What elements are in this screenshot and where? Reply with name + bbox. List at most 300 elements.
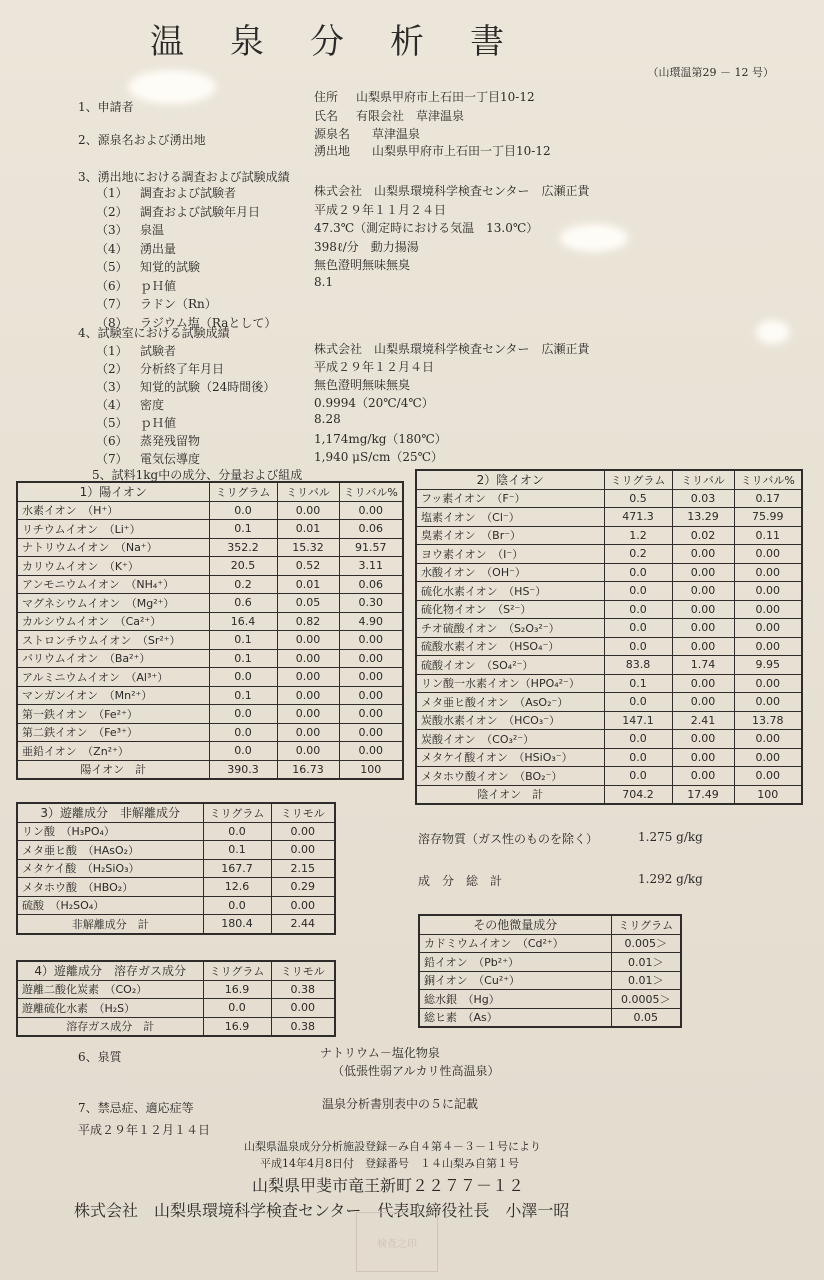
- lab_test-item-value: 無色澄明無味無臭: [314, 378, 411, 392]
- value-cell: 0.00: [277, 668, 339, 687]
- value-cell: 0.00: [271, 822, 335, 841]
- value-cell: 0.00: [734, 637, 802, 656]
- table-row: [17, 557, 403, 576]
- value-cell: 0.0: [203, 822, 271, 841]
- total-value-cell: 180.4: [203, 915, 271, 934]
- site_test-item-value: 株式会社 山梨県環境科学検査センター 広瀬正貴: [314, 184, 590, 198]
- value-cell: 0.0: [209, 723, 277, 742]
- column-header: ミリグラム: [604, 470, 672, 489]
- site_test-item-number: （8）: [96, 315, 128, 330]
- table-row: [17, 705, 403, 724]
- source-name: 草津温泉: [372, 127, 421, 141]
- lab_test-item-value: 1,940 μS/cm（25℃）: [314, 450, 444, 464]
- total-value-cell: 390.3: [209, 760, 277, 779]
- spring-type-label: 6、泉質: [78, 1050, 122, 1064]
- column-header: ミリグラム: [203, 961, 271, 980]
- document-number: （山環温第29 － 12 号）: [647, 66, 774, 79]
- value-cell: 0.30: [339, 594, 403, 613]
- value-cell: 0.00: [271, 841, 335, 860]
- value-cell: 0.00: [277, 686, 339, 705]
- component-name-cell: 亜鉛イオン （Zn²⁺）: [17, 742, 209, 761]
- total-value-cell: 704.2: [604, 785, 672, 804]
- total-label-cell: 非解離成分 計: [17, 915, 203, 934]
- component-name-cell: 鉛イオン （Pb²⁺）: [419, 953, 611, 972]
- lab_test-item-label: 分析終了年月日: [140, 362, 225, 376]
- component-name-cell: バリウムイオン （Ba²⁺）: [17, 649, 209, 668]
- value-cell: 0.00: [672, 637, 734, 656]
- total-row: [17, 915, 335, 934]
- value-cell: 91.57: [339, 538, 403, 557]
- table-row: [416, 508, 802, 527]
- table-row: [17, 631, 403, 650]
- value-cell: 0.0: [604, 582, 672, 601]
- value-cell: 0.0: [604, 600, 672, 619]
- lab_test-item-label: ｐＨ値: [140, 416, 177, 430]
- table-row: [17, 501, 403, 520]
- value-cell: 0.0: [604, 563, 672, 582]
- value-cell: 0.00: [277, 649, 339, 668]
- value-cell: 0.00: [271, 896, 335, 915]
- lab_test-item-value: 0.9994（20℃/4℃）: [314, 396, 434, 410]
- value-cell: 0.0: [209, 742, 277, 761]
- column-header: ミリモル: [271, 803, 335, 822]
- value-cell: 0.0: [209, 705, 277, 724]
- cation-header-row: [17, 482, 403, 501]
- table-row: [416, 582, 802, 601]
- lab_test-item-number: （3）: [96, 380, 128, 394]
- column-header: ミリバル: [277, 482, 339, 501]
- table-row: [419, 990, 681, 1009]
- value-cell: 0.00: [339, 649, 403, 668]
- applicant-address: 山梨県甲府市上石田一丁目10-12: [356, 90, 535, 104]
- total-value: 1.292 g/kg: [638, 872, 703, 886]
- table-row: [416, 693, 802, 712]
- value-cell: 0.17: [734, 489, 802, 508]
- total-row: [17, 1017, 335, 1036]
- value-cell: 1.2: [604, 526, 672, 545]
- table-row: [17, 878, 335, 897]
- value-cell: 0.00: [271, 999, 335, 1018]
- dissolved-gas-table: [16, 960, 336, 1037]
- component-name-cell: 塩素イオン （Cl⁻）: [416, 508, 604, 527]
- table-row: [17, 575, 403, 594]
- column-header: 4）遊離成分 溶存ガス成分: [17, 961, 203, 980]
- table-row: [416, 730, 802, 749]
- component-name-cell: 遊離硫化水素 （H₂S）: [17, 999, 203, 1018]
- value-cell: 0.00: [672, 619, 734, 638]
- value-cell: 0.0: [604, 637, 672, 656]
- total-row: [416, 785, 802, 804]
- column-header: 2）陰イオン: [416, 470, 604, 489]
- value-cell: 0.0: [604, 730, 672, 749]
- component-name-cell: メタケイ酸イオン （HSiO₃⁻）: [416, 748, 604, 767]
- value-cell: 0.01: [277, 520, 339, 539]
- site_test-item-number: （2）: [96, 204, 128, 219]
- total-label-cell: 陽イオン 計: [17, 760, 209, 779]
- value-cell: 0.00: [277, 705, 339, 724]
- site_test-item-number: （7）: [96, 297, 128, 311]
- site_test-item-label: ｐＨ値: [140, 278, 177, 293]
- undissociated-table: [16, 802, 336, 935]
- glare-reflection: [128, 70, 216, 104]
- component-name-cell: マグネシウムイオン （Mg²⁺）: [17, 594, 209, 613]
- issuer-address: 山梨県甲斐市竜王新町２２７７－１２: [252, 1176, 525, 1195]
- lab_test-item-label: 蒸発残留物: [140, 434, 201, 448]
- source-place: 山梨県甲府市上石田一丁目10-12: [372, 144, 551, 158]
- table-row: [17, 723, 403, 742]
- table-row: [17, 999, 335, 1018]
- component-name-cell: メタケイ酸 （H₂SiO₃）: [17, 859, 203, 878]
- lab_test-item-value: 8.28: [314, 412, 341, 426]
- value-cell: 0.06: [339, 520, 403, 539]
- site_test-item-number: （5）: [96, 260, 128, 274]
- table-row: [17, 822, 335, 841]
- site_test-item-label: ラジウム塩（Raとして）: [140, 315, 277, 330]
- component-name-cell: カドミウムイオン （Cd²⁺）: [419, 934, 611, 953]
- table-row: [17, 668, 403, 687]
- component-name-cell: 遊離二酸化炭素 （CO₂）: [17, 980, 203, 999]
- value-cell: 16.4: [209, 612, 277, 631]
- component-name-cell: ナトリウムイオン （Na⁺）: [17, 538, 209, 557]
- total-value-cell: 16.73: [277, 760, 339, 779]
- site_test-item-number: （4）: [96, 241, 128, 256]
- value-cell: 0.05: [277, 594, 339, 613]
- glare-reflection: [560, 224, 628, 252]
- table-row: [419, 971, 681, 990]
- address-label: 住所: [314, 90, 339, 104]
- value-cell: 3.11: [339, 557, 403, 576]
- value-cell: 0.29: [271, 878, 335, 897]
- site_test-item-label: 知覚的試験: [140, 260, 201, 274]
- site_test-item-number: （6）: [96, 278, 128, 293]
- value-cell: 13.78: [734, 711, 802, 730]
- value-cell: 0.1: [209, 631, 277, 650]
- registration-line-2: 平成14年4月8日付 登録番号 １４山梨み自第１号: [260, 1157, 519, 1170]
- value-cell: 2.15: [271, 859, 335, 878]
- component-name-cell: アルミニウムイオン （Al³⁺）: [17, 668, 209, 687]
- value-cell: 352.2: [209, 538, 277, 557]
- value-cell: 0.00: [672, 693, 734, 712]
- table-row: [416, 656, 802, 675]
- value-cell: 0.00: [277, 723, 339, 742]
- value-cell: 0.00: [672, 582, 734, 601]
- value-cell: 0.00: [277, 631, 339, 650]
- table-row: [17, 980, 335, 999]
- source-place-label: 湧出地: [314, 144, 351, 158]
- company-seal: 検査之印: [356, 1212, 438, 1272]
- value-cell: 0.1: [209, 686, 277, 705]
- total-label-cell: 溶存ガス成分 計: [17, 1017, 203, 1036]
- component-name-cell: 臭素イオン （Br⁻）: [416, 526, 604, 545]
- value-cell: 16.9: [203, 980, 271, 999]
- value-cell: 0.6: [209, 594, 277, 613]
- table-row: [17, 594, 403, 613]
- column-header: 1）陽イオン: [17, 482, 209, 501]
- table-row: [17, 859, 335, 878]
- lab_test-item-number: （1）: [96, 344, 128, 358]
- component-name-cell: 硫化水素イオン （HS⁻）: [416, 582, 604, 601]
- value-cell: 0.00: [672, 563, 734, 582]
- value-cell: 0.0: [203, 896, 271, 915]
- value-cell: 147.1: [604, 711, 672, 730]
- table-row: [419, 953, 681, 972]
- undissociated-header-row: [17, 803, 335, 822]
- column-header: ミリグラム: [203, 803, 271, 822]
- spring-type-value: ナトリウム－塩化物泉: [320, 1046, 440, 1060]
- value-cell: 0.00: [339, 631, 403, 650]
- anion-header-row: [416, 470, 802, 489]
- component-name-cell: 水酸イオン （OH⁻）: [416, 563, 604, 582]
- value-cell: 0.02: [672, 526, 734, 545]
- value-cell: 0.1: [209, 520, 277, 539]
- value-cell: 0.82: [277, 612, 339, 631]
- lab_test-item-label: 電気伝導度: [140, 452, 201, 466]
- value-cell: 0.00: [672, 674, 734, 693]
- value-cell: 0.5: [604, 489, 672, 508]
- glare-reflection: [756, 320, 790, 344]
- column-header: 3）遊離成分 非解離成分: [17, 803, 203, 822]
- component-name-cell: 硫酸イオン （SO₄²⁻）: [416, 656, 604, 675]
- value-cell: 0.0005＞: [611, 990, 681, 1009]
- indications-label: 7、禁忌症、適応症等: [78, 1101, 194, 1115]
- value-cell: 0.00: [339, 686, 403, 705]
- column-header: ミリバル%: [339, 482, 403, 501]
- component-name-cell: メタ亜ヒ酸 （HAsO₂）: [17, 841, 203, 860]
- component-name-cell: メタホウ酸イオン （BO₂⁻）: [416, 767, 604, 786]
- dissolved-gas-header-row: [17, 961, 335, 980]
- lab_test-item-number: （4）: [96, 398, 128, 412]
- composition-label: 5、試料1kg中の成分、分量および組成: [92, 468, 303, 482]
- value-cell: 0.00: [734, 693, 802, 712]
- table-row: [416, 563, 802, 582]
- value-cell: 0.00: [734, 619, 802, 638]
- site_test-item-value: 無色澄明無味無臭: [314, 258, 411, 272]
- component-name-cell: 炭酸水素イオン （HCO₃⁻）: [416, 711, 604, 730]
- component-name-cell: 銅イオン （Cu²⁺）: [419, 971, 611, 990]
- value-cell: 20.5: [209, 557, 277, 576]
- value-cell: 0.00: [672, 730, 734, 749]
- table-row: [17, 686, 403, 705]
- component-name-cell: メタホウ酸 （HBO₂）: [17, 878, 203, 897]
- value-cell: 0.00: [672, 767, 734, 786]
- value-cell: 167.7: [203, 859, 271, 878]
- component-name-cell: ストロンチウムイオン （Sr²⁺）: [17, 631, 209, 650]
- total-label-cell: 陰イオン 計: [416, 785, 604, 804]
- site_test-item-value: 47.3℃（測定時における気温 13.0℃）: [314, 221, 539, 235]
- component-name-cell: マンガンイオン （Mn²⁺）: [17, 686, 209, 705]
- lab_test-item-label: 知覚的試験（24時間後）: [140, 380, 276, 394]
- total-value-cell: 16.9: [203, 1017, 271, 1036]
- value-cell: 0.00: [734, 582, 802, 601]
- component-name-cell: 硫酸 （H₂SO₄）: [17, 896, 203, 915]
- component-name-cell: 硫化物イオン （S²⁻）: [416, 600, 604, 619]
- site_test-item-label: 泉温: [140, 223, 165, 237]
- column-header: ミリバル: [672, 470, 734, 489]
- value-cell: 0.06: [339, 575, 403, 594]
- site_test-item-value: 平成２９年１１月２４日: [314, 202, 447, 217]
- lab_test-item-number: （5）: [96, 416, 128, 430]
- value-cell: 0.00: [277, 742, 339, 761]
- site_test-item-label: ラドン（Rn）: [140, 297, 217, 311]
- value-cell: 0.0: [604, 767, 672, 786]
- value-cell: 15.32: [277, 538, 339, 557]
- table-row: [416, 489, 802, 508]
- value-cell: 0.00: [339, 742, 403, 761]
- value-cell: 0.00: [734, 545, 802, 564]
- total-row: [17, 760, 403, 779]
- table-row: [416, 545, 802, 564]
- value-cell: 0.0: [203, 999, 271, 1018]
- table-row: [17, 612, 403, 631]
- solutes-label: 溶存物質（ガス性のものを除く）: [418, 832, 599, 846]
- value-cell: 0.00: [734, 674, 802, 693]
- value-cell: 0.00: [277, 501, 339, 520]
- total-value-cell: 17.49: [672, 785, 734, 804]
- value-cell: 471.3: [604, 508, 672, 527]
- document-title: 温泉分析書: [150, 22, 550, 62]
- table-row: [17, 841, 335, 860]
- issuer-name: 株式会社 山梨県環境科学検査センター 代表取締役社長 小澤一昭: [74, 1201, 570, 1220]
- component-name-cell: カルシウムイオン （Ca²⁺）: [17, 612, 209, 631]
- value-cell: 2.41: [672, 711, 734, 730]
- column-header: その他微量成分: [419, 915, 611, 934]
- issue-date: 平成２９年１２月１４日: [78, 1123, 211, 1137]
- component-name-cell: フッ素イオン （F⁻）: [416, 489, 604, 508]
- value-cell: 0.00: [339, 501, 403, 520]
- column-header: ミリモル: [271, 961, 335, 980]
- site_test-item-value: 8.1: [314, 274, 334, 289]
- site_test-item-label: 調査および試験者: [140, 186, 237, 200]
- site-test-label: 3、湧出地における調査および試験成績: [78, 170, 290, 184]
- component-name-cell: 第一鉄イオン （Fe²⁺）: [17, 705, 209, 724]
- value-cell: 75.99: [734, 508, 802, 527]
- component-name-cell: 硫酸水素イオン （HSO₄⁻）: [416, 637, 604, 656]
- value-cell: 0.00: [734, 600, 802, 619]
- trace-header-row: [419, 915, 681, 934]
- value-cell: 13.29: [672, 508, 734, 527]
- value-cell: 0.00: [339, 668, 403, 687]
- component-name-cell: カリウムイオン （K⁺）: [17, 557, 209, 576]
- value-cell: 0.00: [672, 748, 734, 767]
- value-cell: 0.01＞: [611, 971, 681, 990]
- site_test-item-label: 調査および試験年月日: [140, 204, 261, 219]
- value-cell: 0.2: [604, 545, 672, 564]
- value-cell: 0.11: [734, 526, 802, 545]
- value-cell: 4.90: [339, 612, 403, 631]
- column-header: ミリグラム: [209, 482, 277, 501]
- applicant-label: 1、申請者: [78, 100, 134, 114]
- component-name-cell: アンモニウムイオン （NH₄⁺）: [17, 575, 209, 594]
- value-cell: 0.0: [604, 693, 672, 712]
- total-label: 成 分 総 計: [418, 874, 503, 888]
- table-row: [416, 637, 802, 656]
- table-row: [419, 934, 681, 953]
- table-row: [17, 742, 403, 761]
- component-name-cell: チオ硫酸イオン （S₂O₃²⁻）: [416, 619, 604, 638]
- trace-table: [418, 914, 682, 1028]
- column-header: ミリグラム: [611, 915, 681, 934]
- value-cell: 0.01＞: [611, 953, 681, 972]
- component-name-cell: リン酸 （H₃PO₄）: [17, 822, 203, 841]
- component-name-cell: リン酸一水素イオン（HPO₄²⁻）: [416, 674, 604, 693]
- registration-line-1: 山梨県温泉成分分析施設登録－み自４第４－３－１号により: [244, 1140, 541, 1153]
- value-cell: 0.05: [611, 1008, 681, 1027]
- value-cell: 0.0: [604, 619, 672, 638]
- component-name-cell: 水素イオン （H⁺）: [17, 501, 209, 520]
- site_test-item-label: 湧出量: [140, 241, 177, 256]
- component-name-cell: 総水銀 （Hg）: [419, 990, 611, 1009]
- table-row: [416, 748, 802, 767]
- value-cell: 0.0: [604, 748, 672, 767]
- value-cell: 0.00: [672, 545, 734, 564]
- lab_test-item-label: 密度: [140, 398, 165, 412]
- spring-type-sub: （低張性弱アルカリ性高温泉）: [332, 1064, 500, 1078]
- table-row: [416, 767, 802, 786]
- lab_test-item-value: 1,174mg/kg（180℃）: [314, 432, 447, 446]
- value-cell: 0.00: [734, 748, 802, 767]
- value-cell: 0.03: [672, 489, 734, 508]
- table-row: [416, 711, 802, 730]
- value-cell: 83.8: [604, 656, 672, 675]
- lab_test-item-value: 株式会社 山梨県環境科学検査センター 広瀬正貴: [314, 342, 590, 356]
- value-cell: 1.74: [672, 656, 734, 675]
- value-cell: 0.00: [672, 600, 734, 619]
- value-cell: 0.0: [209, 501, 277, 520]
- lab-test-label: 4、試験室における試験成績: [78, 326, 230, 340]
- value-cell: 0.1: [209, 649, 277, 668]
- name-label: 氏名: [314, 109, 339, 123]
- value-cell: 0.00: [734, 730, 802, 749]
- value-cell: 0.005＞: [611, 934, 681, 953]
- table-row: [416, 619, 802, 638]
- value-cell: 0.00: [339, 705, 403, 724]
- lab_test-item-label: 試験者: [140, 344, 177, 358]
- value-cell: 12.6: [203, 878, 271, 897]
- source-name-label: 源泉名: [314, 127, 351, 141]
- solutes-value: 1.275 g/kg: [638, 830, 703, 844]
- lab_test-item-number: （7）: [96, 452, 128, 466]
- anion-table: [415, 469, 803, 805]
- lab_test-item-number: （2）: [96, 362, 128, 376]
- applicant-name: 有限会社 草津温泉: [356, 109, 465, 123]
- value-cell: 0.2: [209, 575, 277, 594]
- table-row: [419, 1008, 681, 1027]
- lab_test-item-number: （6）: [96, 434, 128, 448]
- site_test-item-number: （3）: [96, 223, 128, 237]
- table-row: [17, 649, 403, 668]
- component-name-cell: リチウムイオン （Li⁺）: [17, 520, 209, 539]
- source-label: 2、源泉名および湧出地: [78, 133, 206, 147]
- value-cell: 0.1: [604, 674, 672, 693]
- indications-value: 温泉分析書別表中の５に記載: [322, 1097, 479, 1111]
- value-cell: 0.38: [271, 980, 335, 999]
- table-row: [416, 526, 802, 545]
- value-cell: 0.0: [209, 668, 277, 687]
- table-row: [416, 600, 802, 619]
- value-cell: 9.95: [734, 656, 802, 675]
- lab_test-item-value: 平成２９年１２月４日: [314, 360, 435, 374]
- value-cell: 0.1: [203, 841, 271, 860]
- column-header: ミリバル%: [734, 470, 802, 489]
- value-cell: 0.01: [277, 575, 339, 594]
- cation-table: [16, 481, 404, 780]
- value-cell: 0.52: [277, 557, 339, 576]
- total-value-cell: 2.44: [271, 915, 335, 934]
- component-name-cell: ヨウ素イオン （I⁻）: [416, 545, 604, 564]
- component-name-cell: 第二鉄イオン （Fe³⁺）: [17, 723, 209, 742]
- table-row: [17, 896, 335, 915]
- total-value-cell: 100: [734, 785, 802, 804]
